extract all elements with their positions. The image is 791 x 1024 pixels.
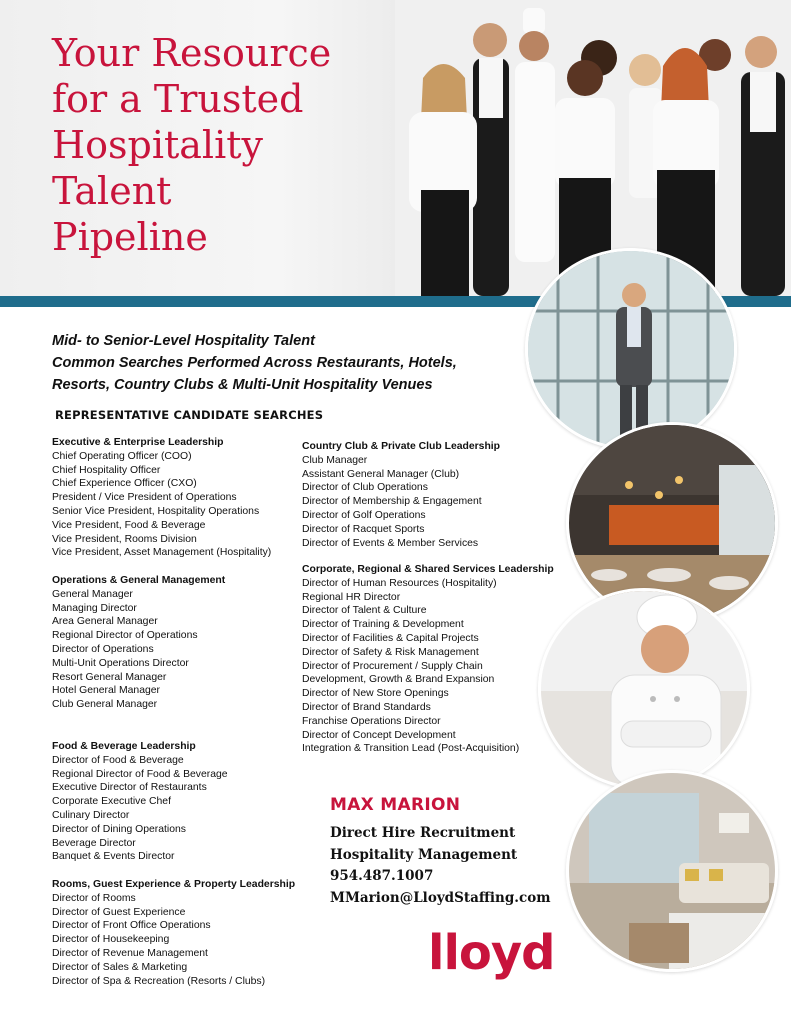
contact-title: Hospitality Management <box>330 846 518 863</box>
job-title-item: Hotel General Manager <box>52 685 161 697</box>
job-title-item: Executive Director of Restaurants <box>52 782 207 794</box>
job-title-item: Director of Front Office Operations <box>52 920 211 932</box>
job-title-item: Regional HR Director <box>302 591 401 603</box>
job-title-item: Director of Membership & Engagement <box>302 496 482 508</box>
intro-line: Mid- to Senior-Level Hospitality Talent <box>52 333 315 349</box>
job-title-item: Director of Racquet Sports <box>302 523 425 535</box>
section-title: Executive & Enterprise Leadership <box>52 437 224 448</box>
job-title-item: Director of Facilities & Capital Projects <box>302 632 479 644</box>
job-title-item: Director of Guest Experience <box>52 906 186 918</box>
section-food-beverage <box>52 740 228 864</box>
job-title-item: Corporate Executive Chef <box>52 796 171 808</box>
intro-line: Resorts, Country Clubs & Multi-Unit Hospitality Venues <box>52 377 433 393</box>
job-list <box>52 892 295 989</box>
job-title-item: Director of Operations <box>52 643 154 655</box>
job-title-item: Senior Vice President, Hospitality Operations <box>52 505 260 517</box>
job-title-item: Director of Procurement / Supply Chain <box>302 660 483 672</box>
section-title: Rooms, Guest Experience & Property Leadership <box>52 879 296 890</box>
job-title-item: Chief Hospitality Officer <box>52 464 161 476</box>
job-title-item: Regional Director of Operations <box>52 630 198 642</box>
headline-line: Your Resource <box>52 31 332 75</box>
job-title-item: Banquet & Events Director <box>52 851 175 863</box>
job-title-item: Club Manager <box>302 454 368 466</box>
job-title-item: Development, Growth & Brand Expansion <box>302 674 495 686</box>
job-title-item: Director of Concept Development <box>302 729 456 741</box>
job-list <box>302 454 500 551</box>
job-list <box>302 577 554 756</box>
job-title-item: Assistant General Manager (Club) <box>302 468 460 480</box>
job-title-item: Director of Brand Standards <box>302 701 431 713</box>
job-title-item: Chief Experience Officer (CXO) <box>52 478 197 490</box>
section-corporate <box>302 563 554 756</box>
section-executive <box>52 436 271 560</box>
job-title-item: Director of Housekeeping <box>52 934 170 946</box>
job-list <box>52 450 271 560</box>
job-title-item: Director of Food & Beverage <box>52 754 184 766</box>
job-title-item: Director of Spa & Recreation (Resorts / Clubs) <box>52 975 266 987</box>
job-title-item: Multi-Unit Operations Director <box>52 657 189 669</box>
job-title-item: Regional Director of Food & Beverage <box>52 768 228 780</box>
chef-portrait-photo <box>538 588 750 790</box>
job-title-item: Director of Events & Member Services <box>302 537 479 549</box>
lloyd-logo: lloyd <box>428 925 555 981</box>
job-title-item: Director of Golf Operations <box>302 509 426 521</box>
job-title-item: Director of Club Operations <box>302 482 428 494</box>
job-title-item: Director of New Store Openings <box>302 688 449 700</box>
job-title-item: Director of Talent & Culture <box>302 605 427 617</box>
contact-phone[interactable]: 954.487.1007 <box>330 868 434 884</box>
job-title-item: Franchise Operations Director <box>302 715 441 727</box>
contact-block <box>330 795 551 909</box>
hospitality-staff-group-photo <box>395 0 791 296</box>
hotel-room-photo <box>566 770 778 972</box>
job-title-item: Club General Manager <box>52 699 158 711</box>
headline-line: for a Trusted <box>52 77 304 121</box>
job-title-item: Director of Training & Development <box>302 619 464 631</box>
job-title-item: Beverage Director <box>52 837 136 849</box>
job-title-item: Integration & Transition Lead (Post-Acquisition) <box>302 743 520 755</box>
section-operations <box>52 574 225 712</box>
job-title-item: Managing Director <box>52 602 137 614</box>
section-title: Corporate, Regional & Shared Services Leadership <box>302 564 554 575</box>
section-rooms <box>52 878 295 988</box>
job-title-item: Culinary Director <box>52 809 130 821</box>
job-title-item: Director of Dining Operations <box>52 823 186 835</box>
contact-name: MAX MARION <box>330 795 461 815</box>
job-title-item: Director of Rooms <box>52 892 136 904</box>
headline <box>52 30 382 260</box>
job-title-item: Resort General Manager <box>52 671 167 683</box>
headline-line: Talent <box>52 169 172 213</box>
section-title: Food & Beverage Leadership <box>52 741 196 752</box>
section-country-club <box>302 440 500 550</box>
job-title-item: Vice President, Asset Management (Hospitality) <box>52 547 272 559</box>
contact-email[interactable]: MMarion@LloydStaffing.com <box>330 889 551 906</box>
businessman-on-phone-photo <box>525 248 737 450</box>
job-title-item: Area General Manager <box>52 616 158 628</box>
headline-line: Hospitality <box>52 123 263 167</box>
job-list <box>52 588 225 712</box>
job-title-item: Director of Safety & Risk Management <box>302 646 479 658</box>
representative-searches-heading: REPRESENTATIVE CANDIDATE SEARCHES <box>55 408 324 422</box>
job-title-item: Vice President, Food & Beverage <box>52 519 206 531</box>
job-title-item: General Manager <box>52 588 133 600</box>
headline-line: Pipeline <box>52 215 208 259</box>
job-title-item: President / Vice President of Operations <box>52 492 237 504</box>
intro-text <box>52 330 522 396</box>
job-title-item: Director of Revenue Management <box>52 947 208 959</box>
section-title: Country Club & Private Club Leadership <box>302 441 501 452</box>
job-title-item: Director of Human Resources (Hospitality) <box>302 577 497 589</box>
job-title-item: Vice President, Rooms Division <box>52 533 197 545</box>
job-list <box>52 754 228 864</box>
section-title: Operations & General Management <box>52 575 226 586</box>
job-title-item: Director of Sales & Marketing <box>52 961 188 973</box>
contact-title: Direct Hire Recruitment <box>330 825 516 841</box>
job-title-item: Chief Operating Officer (COO) <box>52 450 192 462</box>
hero-banner <box>0 0 791 296</box>
intro-line: Common Searches Performed Across Restaurants, Hotels, <box>52 355 457 371</box>
